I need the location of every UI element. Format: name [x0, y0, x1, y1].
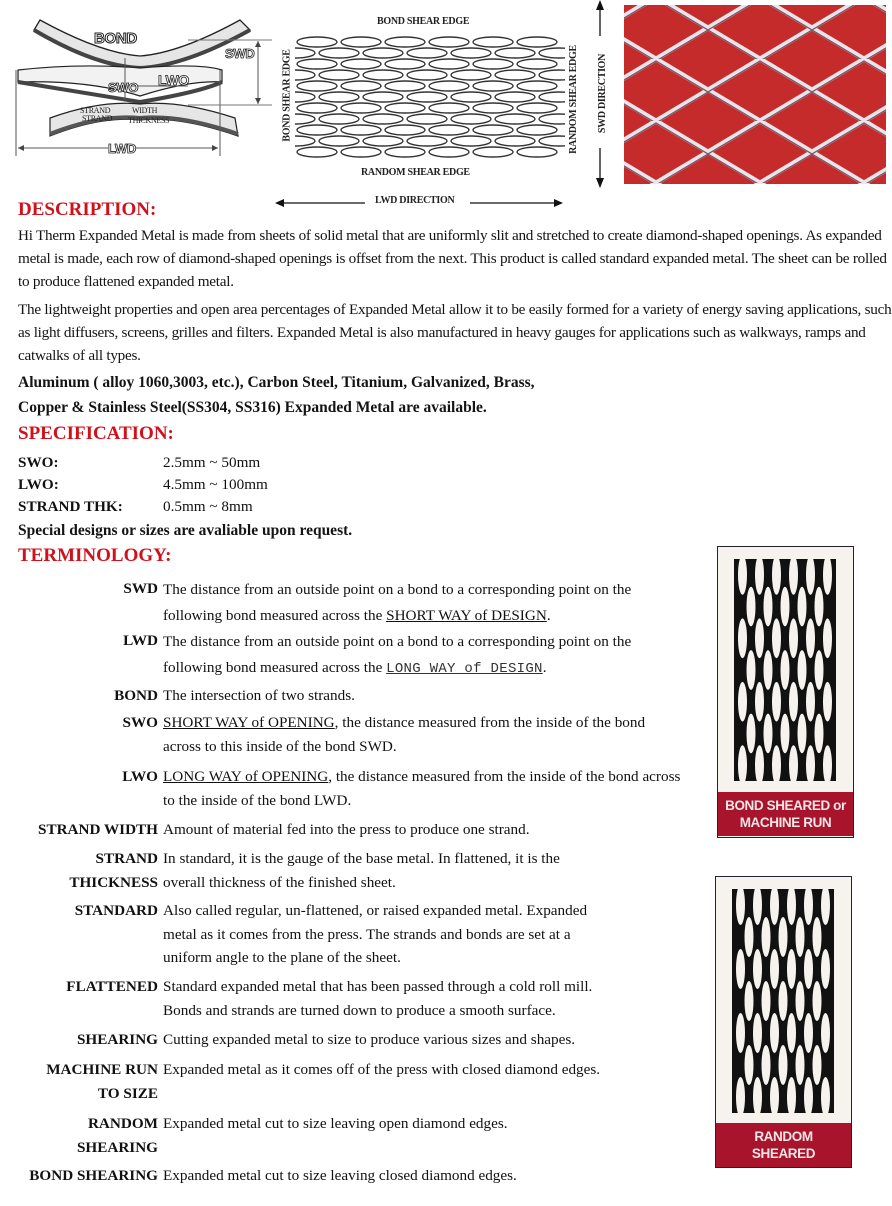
mesh-opening — [539, 136, 565, 146]
mesh-opening — [772, 682, 781, 722]
mesh-opening — [363, 48, 403, 58]
mesh-opening — [789, 682, 798, 722]
bond-sheared-caption: BOND SHEARED or MACHINE RUN — [718, 792, 853, 836]
term-definition: Expanded metal cut to size leaving closed diamond edges. — [163, 1167, 517, 1184]
mesh-opening — [385, 81, 425, 91]
term-definition: The distance from an outside point on a bond to a corresponding point on the following bond measured across the SHORT WAY of DESIGN. — [163, 581, 632, 624]
term-label: LWD — [123, 632, 158, 649]
term-definition: Amount of material fed into the press to produce one strand. — [163, 821, 530, 838]
term-swo — [0, 711, 720, 761]
specification-heading: SPECIFICATION: — [18, 423, 174, 444]
mesh-opening — [787, 949, 796, 989]
mesh-opening — [796, 981, 805, 1021]
mesh-opening — [781, 587, 790, 627]
label-strand-2: STRAND — [82, 114, 113, 123]
mesh-opening — [823, 682, 832, 722]
mesh-opening — [473, 59, 513, 69]
mesh-opening — [363, 92, 403, 102]
mesh-opening — [319, 114, 359, 124]
random-sheared-image — [715, 876, 852, 1168]
mesh-opening — [407, 114, 447, 124]
term-lwo — [0, 765, 720, 815]
mesh-opening — [736, 949, 745, 989]
red-mesh-drawing — [624, 5, 886, 184]
term-lwd — [0, 629, 720, 679]
mesh-opening — [341, 59, 381, 69]
spec-value: 2.5mm ~ 50mm — [163, 454, 261, 471]
mesh-opening — [745, 981, 754, 1021]
mesh-opening — [779, 981, 788, 1021]
mesh-opening — [762, 917, 771, 957]
mesh-opening — [821, 1013, 830, 1053]
bond-sheared-mesh-drawing — [730, 557, 840, 783]
sheet-diagram — [275, 0, 615, 212]
mesh-opening — [821, 949, 830, 989]
term-bond — [0, 684, 720, 708]
mesh-opening — [804, 949, 813, 989]
random-sheared-caption: RANDOM SHEARED — [716, 1123, 851, 1167]
mesh-opening — [295, 92, 315, 102]
mesh-opening — [451, 92, 491, 102]
mesh-opening — [813, 917, 822, 957]
mesh-opening — [319, 70, 359, 80]
term-definition: Also called regular, un-flattened, or raised expanded metal. Expanded metal as it comes from the press. The strands and bonds are set at a uniform angle to the plane of the sheet. — [163, 902, 588, 966]
term-label: SWD — [123, 580, 158, 597]
mesh-opening — [495, 70, 535, 80]
mesh-opening — [295, 114, 315, 124]
mesh-opening — [779, 1045, 788, 1085]
mesh-opening — [385, 103, 425, 113]
term-label: RANDOM SHEARING — [76, 1115, 158, 1156]
mesh-opening — [798, 714, 807, 754]
mesh-opening — [789, 618, 798, 658]
mesh-opening — [539, 114, 565, 124]
term-definition: SHORT WAY of OPENING, the distance measured from the inside of the bond across to this inside of the bond SWD. — [163, 714, 646, 755]
mesh-opening — [407, 70, 447, 80]
mesh-opening — [407, 92, 447, 102]
bond-diagram — [10, 8, 272, 158]
term-label: BOND SHEARING — [29, 1167, 158, 1184]
mesh-opening — [473, 125, 513, 135]
term-definition: LONG WAY of OPENING, the distance measured from the inside of the bond across to the inside of the bond LWD. — [163, 768, 681, 809]
label-width: WIDTH — [132, 106, 158, 115]
mesh-opening — [429, 37, 469, 47]
mesh-opening — [429, 125, 469, 135]
mesh-opening — [495, 136, 535, 146]
mesh-opening — [762, 1045, 771, 1085]
link-long-way-of-opening[interactable]: LONG WAY of OPENING — [163, 768, 329, 785]
mesh-opening — [385, 59, 425, 69]
mesh-opening — [517, 37, 557, 47]
mesh-opening — [297, 147, 337, 157]
mesh-opening — [341, 81, 381, 91]
term-random-shearing — [0, 1112, 720, 1160]
mesh-opening — [451, 114, 491, 124]
mesh-opening — [319, 92, 359, 102]
mesh-opening — [295, 136, 315, 146]
mesh-opening — [517, 147, 557, 157]
term-swd — [0, 577, 720, 627]
label-lwd: LWD — [108, 141, 136, 156]
mesh-opening — [451, 48, 491, 58]
term-label: SHEARING — [76, 1031, 158, 1048]
mesh-opening — [753, 1013, 762, 1053]
mesh-opening — [407, 48, 447, 58]
term-label: MACHINE RUN TO SIZE — [46, 1061, 158, 1102]
mesh-opening — [473, 37, 513, 47]
mesh-opening — [770, 949, 779, 989]
term-shearing — [0, 1028, 720, 1052]
mesh-opening — [517, 125, 557, 135]
mesh-opening — [815, 587, 824, 627]
mesh-opening — [295, 70, 315, 80]
label-right-edge: RANDOM SHEAR EDGE — [567, 45, 579, 154]
term-definition: The intersection of two strands. — [163, 687, 355, 704]
label-swd: SWD — [225, 46, 255, 61]
mesh-opening — [495, 48, 535, 58]
bond-sheared-image — [717, 546, 854, 838]
spec-key: LWO: — [18, 476, 59, 493]
spec-value: 0.5mm ~ 8mm — [163, 498, 253, 515]
mesh-opening — [806, 682, 815, 722]
mesh-opening — [385, 147, 425, 157]
mesh-opening — [473, 81, 513, 91]
expanded-metal-photo — [624, 5, 886, 184]
description-paragraph-2: The lightweight properties and open area percentages of Expanded Metal allow it to be easily formed for a variety of energy saving applications, such as light diffusers, screens, grilles and filters. Expanded Metal is also manufactured in heavy gauges for applications such as walkways, ramps and catwalks of all types. — [18, 301, 892, 364]
term-label: LWO — [122, 768, 158, 785]
mesh-opening — [429, 147, 469, 157]
mesh-opening — [796, 1045, 805, 1085]
mesh-opening — [813, 981, 822, 1021]
mesh-opening — [779, 917, 788, 957]
mesh-opening — [363, 136, 403, 146]
spec-row-lwo — [18, 474, 418, 496]
mesh-opening — [787, 1013, 796, 1053]
mesh-opening — [363, 114, 403, 124]
terminology-heading: TERMINOLOGY: — [18, 545, 172, 566]
mesh-opening — [764, 714, 773, 754]
mesh-opening — [747, 714, 756, 754]
label-lwo: LWO — [158, 72, 189, 88]
mesh-opening — [796, 917, 805, 957]
mesh-opening — [341, 37, 381, 47]
spec-key: SWO: — [18, 454, 59, 471]
label-top-edge: BOND SHEAR EDGE — [377, 16, 470, 27]
mesh-opening — [517, 103, 557, 113]
mesh-opening — [755, 682, 764, 722]
term-label: SWO — [122, 714, 158, 731]
mesh-opening — [297, 125, 337, 135]
term-bond-shearing — [0, 1164, 720, 1188]
mesh-opening — [798, 650, 807, 690]
spec-row-swo — [18, 452, 418, 474]
mesh-opening — [473, 147, 513, 157]
term-definition: Standard expanded metal that has been passed through a cold roll mill. Bonds and strands are turned down to produce a smooth surface. — [163, 978, 593, 1019]
mesh-opening — [517, 81, 557, 91]
mesh-opening — [753, 949, 762, 989]
term-strand-width — [0, 818, 720, 842]
term-machine-run-to-size — [0, 1058, 720, 1106]
mesh-opening — [813, 1045, 822, 1085]
label-swo: SWO — [108, 80, 139, 95]
mesh-opening — [798, 587, 807, 627]
mesh-opening — [363, 70, 403, 80]
mesh-opening — [815, 650, 824, 690]
materials-line-1: Aluminum ( alloy 1060,3003, etc.), Carbon Steel, Titanium, Galvanized, Brass, — [18, 374, 535, 391]
mesh-opening — [747, 650, 756, 690]
link-short-way-of-design[interactable]: SHORT WAY of DESIGN — [386, 607, 547, 624]
random-sheared-mesh-drawing — [728, 887, 838, 1115]
spec-value: 4.5mm ~ 100mm — [163, 476, 268, 493]
mesh-opening — [539, 48, 565, 58]
label-lwd-direction: LWD DIRECTION — [375, 195, 455, 206]
term-definition: Cutting expanded metal to size to produce various sizes and shapes. — [163, 1031, 576, 1048]
mesh-opening — [772, 618, 781, 658]
mesh-opening — [319, 136, 359, 146]
label-swd-direction: SWD DIRECTION — [597, 53, 609, 134]
term-label: STANDARD — [74, 902, 158, 919]
label-strand: STRAND — [80, 106, 111, 115]
link-short-way-of-opening[interactable]: SHORT WAY of OPENING — [163, 714, 335, 731]
label-bottom-edge: RANDOM SHEAR EDGE — [361, 167, 470, 178]
mesh-opening — [495, 114, 535, 124]
mesh-opening — [297, 37, 337, 47]
mesh-opening — [451, 136, 491, 146]
bond-diagram-drawing — [10, 8, 272, 158]
mesh-opening — [297, 59, 337, 69]
specification-table — [18, 452, 418, 518]
mesh-opening — [745, 917, 754, 957]
mesh-opening — [341, 147, 381, 157]
mesh-opening — [297, 81, 337, 91]
mesh-opening — [451, 70, 491, 80]
spec-row-strand-thk — [18, 496, 418, 518]
term-label: STRAND THICKNESS — [69, 850, 158, 891]
mesh-opening — [429, 103, 469, 113]
mesh-opening — [747, 587, 756, 627]
term-definition: In standard, it is the gauge of the base metal. In flattened, it is the overall thickness of the finished sheet. — [163, 850, 560, 891]
mesh-opening — [341, 125, 381, 135]
term-label: BOND — [114, 687, 158, 704]
mesh-opening — [804, 1013, 813, 1053]
mesh-opening — [745, 1045, 754, 1085]
mesh-opening — [495, 92, 535, 102]
link-long-way-of-design[interactable]: LONG WAY of DESIGN — [386, 661, 543, 677]
mesh-lines-drawing — [295, 34, 565, 162]
mesh-opening — [781, 714, 790, 754]
mesh-opening — [806, 618, 815, 658]
term-definition: Expanded metal as it comes off of the press with closed diamond edges. — [163, 1061, 601, 1078]
description-paragraph-1: Hi Therm Expanded Metal is made from sheets of solid metal that are uniformly slit and stretched to create diamond-shaped openings. As expanded metal is made, each row of diamond-shaped openings is offset from the next. This product is called standard expanded metal. The sheet can be rolled to produce flattened expanded metal. — [18, 227, 887, 290]
mesh-opening — [736, 1013, 745, 1053]
mesh-opening — [770, 1013, 779, 1053]
lwd-arrow — [275, 196, 565, 208]
mesh-opening — [407, 136, 447, 146]
term-label: STRAND WIDTH — [38, 821, 158, 838]
specification-note: Special designs or sizes are avaliable upon request. — [18, 522, 353, 539]
mesh-opening — [762, 981, 771, 1021]
mesh-opening — [429, 81, 469, 91]
mesh-opening — [781, 650, 790, 690]
mesh-opening — [764, 587, 773, 627]
mesh-opening — [815, 714, 824, 754]
mesh-opening — [823, 618, 832, 658]
mesh-opening — [385, 125, 425, 135]
mesh-opening — [738, 618, 747, 658]
mesh-opening — [738, 682, 747, 722]
mesh-opening — [539, 92, 565, 102]
label-thickness: THICKNESS — [128, 116, 170, 125]
mesh-opening — [473, 103, 513, 113]
term-flattened — [0, 975, 720, 1023]
mesh-opening — [297, 103, 337, 113]
term-definition: Expanded metal cut to size leaving open diamond edges. — [163, 1115, 508, 1132]
term-standard — [0, 899, 720, 971]
mesh-opening — [385, 37, 425, 47]
mesh-opening — [539, 70, 565, 80]
spec-key: STRAND THK: — [18, 498, 123, 515]
mesh-opening — [517, 59, 557, 69]
mesh-opening — [755, 618, 764, 658]
mesh-opening — [319, 48, 359, 58]
label-bond: BOND — [94, 30, 137, 47]
materials-line-2: Copper & Stainless Steel(SS304, SS316) Expanded Metal are available. — [18, 399, 487, 416]
mesh-opening — [429, 59, 469, 69]
label-left-edge: BOND SHEAR EDGE — [281, 49, 293, 142]
swd-arrow — [593, 0, 607, 190]
description-heading: DESCRIPTION: — [18, 199, 157, 220]
mesh-opening — [764, 650, 773, 690]
term-definition: The distance from an outside point on a bond to a corresponding point on the following bond measured across the LONG WAY of DESIGN. — [163, 633, 632, 677]
term-strand-thickness — [0, 847, 720, 895]
term-label: FLATTENED — [66, 978, 158, 995]
mesh-opening — [295, 48, 315, 58]
mesh-opening — [341, 103, 381, 113]
